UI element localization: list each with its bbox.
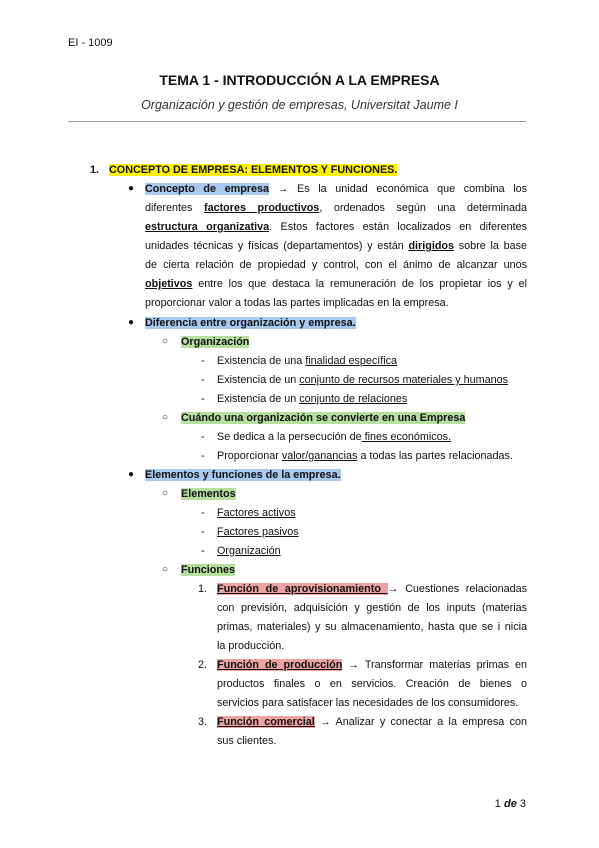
bullet-dot: ● [128,317,135,328]
funcion-2-line-1: Función de producción → Transformar materias primas en [217,659,527,671]
funcion-2-line-3: servicios para satisfacer las necesidades de los consumidores. [217,697,519,709]
funcion-number: 3. [198,716,208,728]
header-divider [68,121,526,122]
funcion-3-line-2: sus clientes. [217,735,277,747]
section-heading: CONCEPTO DE EMPRESA: ELEMENTOS Y FUNCIONES. [109,164,398,176]
elemento-item: Factores pasivos [217,526,299,538]
concepto-line-4: unidades técnicas y físicas (departamentos) y están dirigidos sobre la base [145,240,527,252]
funcion-number: 1. [198,583,208,595]
concepto-line-5: de cierta relación de propiedad y control, con el ánimo de alcanzar unos [145,259,527,271]
page-number: 1 de 3 [494,798,526,810]
cuando-item: Proporcionar valor/ganancias a todas las partes relacionadas. [217,450,513,462]
funciones-heading: Funciones [181,564,235,576]
elementos-funciones-heading: Elementos y funciones de la empresa. [145,469,341,481]
dash: - [201,374,205,386]
elemento-item: Organización [217,545,281,557]
funcion-number: 2. [198,659,208,671]
funcion-1-line-3: primas, materiales) y su almacenamiento, hasta que se i nicia [217,621,527,633]
circle-bullet: ○ [162,412,169,423]
page-title: TEMA 1 - INTRODUCCIÓN A LA EMPRESA [159,72,440,88]
circle-bullet: ○ [162,488,169,499]
diferencia-heading: Diferencia entre organización y empresa. [145,317,356,329]
organizacion-item: Existencia de un conjunto de recursos materiales y humanos [217,374,509,386]
cuando-item: Se dedica a la persecución de fines económicos. [217,431,452,443]
circle-bullet: ○ [162,336,169,347]
dash: - [201,450,205,462]
concepto-line-1: Concepto de empresa → Es la unidad económica que combina los [145,183,527,195]
section-number: 1. [90,164,100,176]
bullet-dot: ● [128,183,135,194]
organizacion-heading: Organización [181,336,250,348]
organizacion-item: Existencia de una finalidad específica [217,355,398,367]
funcion-1-line-2: con previsión, adquisición y gestión de los inputs (materias [217,602,527,614]
concepto-line-2: diferentes factores productivos, ordenados según una determinada [145,202,527,214]
funcion-1-line-1: Función de aprovisionamiento → Cuestiones relacionadas [217,583,527,595]
concepto-line-6: objetivos entre los que destaca la remuneración de los propietar ios y el [145,278,527,290]
cuando-heading: Cuándo una organización se convierte en una Empresa [181,412,466,424]
dash: - [201,545,205,557]
funcion-1-line-4: la producción. [217,640,285,652]
concepto-line-7: proporcionar valor a todas las partes implicadas en la empresa. [145,297,449,309]
dash: - [201,431,205,443]
elementos-heading: Elementos [181,488,236,500]
dash: - [201,526,205,538]
circle-bullet: ○ [162,564,169,575]
page-subtitle: Organización y gestión de empresas, Universitat Jaume I [141,98,458,112]
document-code: EI - 1009 [68,37,113,49]
funcion-3-line-1: Función comercial → Analizar y conectar a la empresa con [217,716,527,728]
organizacion-item: Existencia de un conjunto de relaciones [217,393,408,405]
concepto-line-3: estructura organizativa. Estos factores están localizados en diferentes [145,221,527,233]
bullet-dot: ● [128,469,135,480]
elemento-item: Factores activos [217,507,296,519]
funcion-2-line-2: productos finales o en servicios. Creación de bienes o [217,678,527,690]
dash: - [201,507,205,519]
dash: - [201,393,205,405]
dash: - [201,355,205,367]
